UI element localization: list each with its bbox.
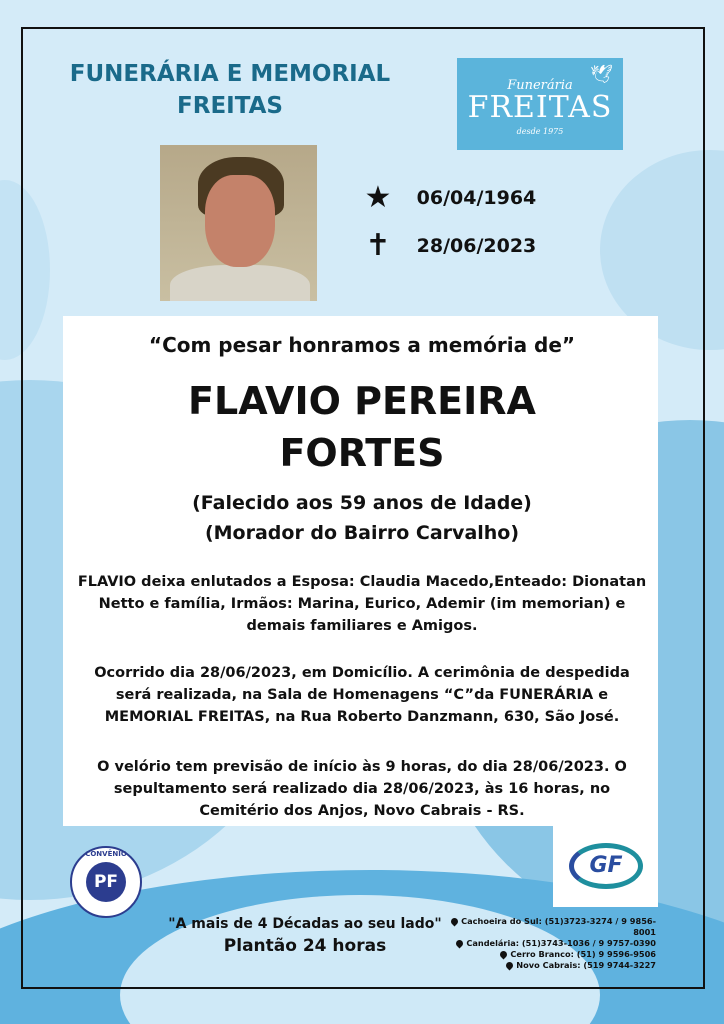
schedule-paragraph: O velório tem previsão de início às 9 horas, do dia 28/06/2023. O sepultamento será realizado dia 28/06/2023, às 16 horas, no Cemitério dos Anjos, Novo Cabrais - RS.: [97, 759, 627, 819]
cross-icon: ✝: [365, 228, 391, 263]
age-text: (Falecido aos 59 anos de Idade): [192, 492, 532, 514]
freitas-logo: [457, 58, 623, 150]
firm-title: [40, 58, 420, 122]
deceased-name: [63, 375, 661, 479]
logo-name: FREITAS: [467, 90, 613, 125]
firm-title-line1: FUNERÁRIA E MEMORIAL: [69, 61, 391, 87]
name-line2: FORTES: [279, 431, 445, 475]
family-paragraph: FLAVIO deixa enlutados a Esposa: Claudia Macedo,Enteado: Dionatan Netto e família, Irmãos: Marina, Eurico, Ademir (im memorian) e demais familiares e Amigos.: [77, 574, 647, 634]
contact-list: [440, 916, 656, 971]
logo-script: Funerária: [507, 78, 573, 93]
plantao-text: Plantão 24 horas: [223, 936, 387, 956]
birth-date-row: [362, 180, 536, 215]
gf-logo: GF: [569, 843, 643, 889]
star-icon: ★: [364, 180, 392, 215]
ceremony-paragraph: Ocorrido dia 28/06/2023, em Domicílio. A cerimônia de despedida será realizada, na Sala de Homenagens “C”da FUNERÁRIA e MEMORIAL FREITAS, na Rua Roberto Danzmann, 630, São José.: [94, 665, 630, 725]
gf-logo-box: [553, 817, 658, 907]
name-line1: FLAVIO PEREIRA: [188, 379, 536, 423]
badge-initials: PF: [86, 862, 126, 902]
convenio-pf-badge: [70, 846, 142, 918]
location-pin-icon: [505, 961, 515, 971]
logo-since: desde 1975: [516, 127, 564, 136]
location-pin-icon: [450, 917, 460, 927]
residence-text: (Morador do Bairro Carvalho): [204, 522, 520, 544]
slogan-text: "A mais de 4 Décadas ao seu lado": [168, 916, 442, 932]
deceased-photo: [160, 145, 317, 301]
deceased-details: [63, 488, 661, 548]
contact-item: Cerro Branco: (51) 9 9596-9506: [440, 949, 656, 960]
death-date-row: [362, 228, 536, 263]
location-pin-icon: [455, 939, 465, 949]
location-pin-icon: [499, 950, 509, 960]
contact-item: Candelária: (51)3743-1036 / 9 9757-0390: [440, 938, 656, 949]
footer-slogan: [160, 916, 450, 956]
contact-item: Novo Cabrais: (519 9744-3227: [440, 960, 656, 971]
firm-title-line2: FREITAS: [177, 93, 283, 119]
header-quote: “Com pesar honramos a memória de”: [148, 333, 576, 357]
death-date: 28/06/2023: [416, 234, 537, 257]
contact-item: Cachoeira do Sul: (51)3723-3274 / 9 9856-8001: [440, 916, 656, 938]
dove-icon: 🕊: [590, 64, 613, 85]
badge-top-text: CONVÊNIO: [85, 850, 127, 858]
birth-date: 06/04/1964: [416, 186, 537, 209]
